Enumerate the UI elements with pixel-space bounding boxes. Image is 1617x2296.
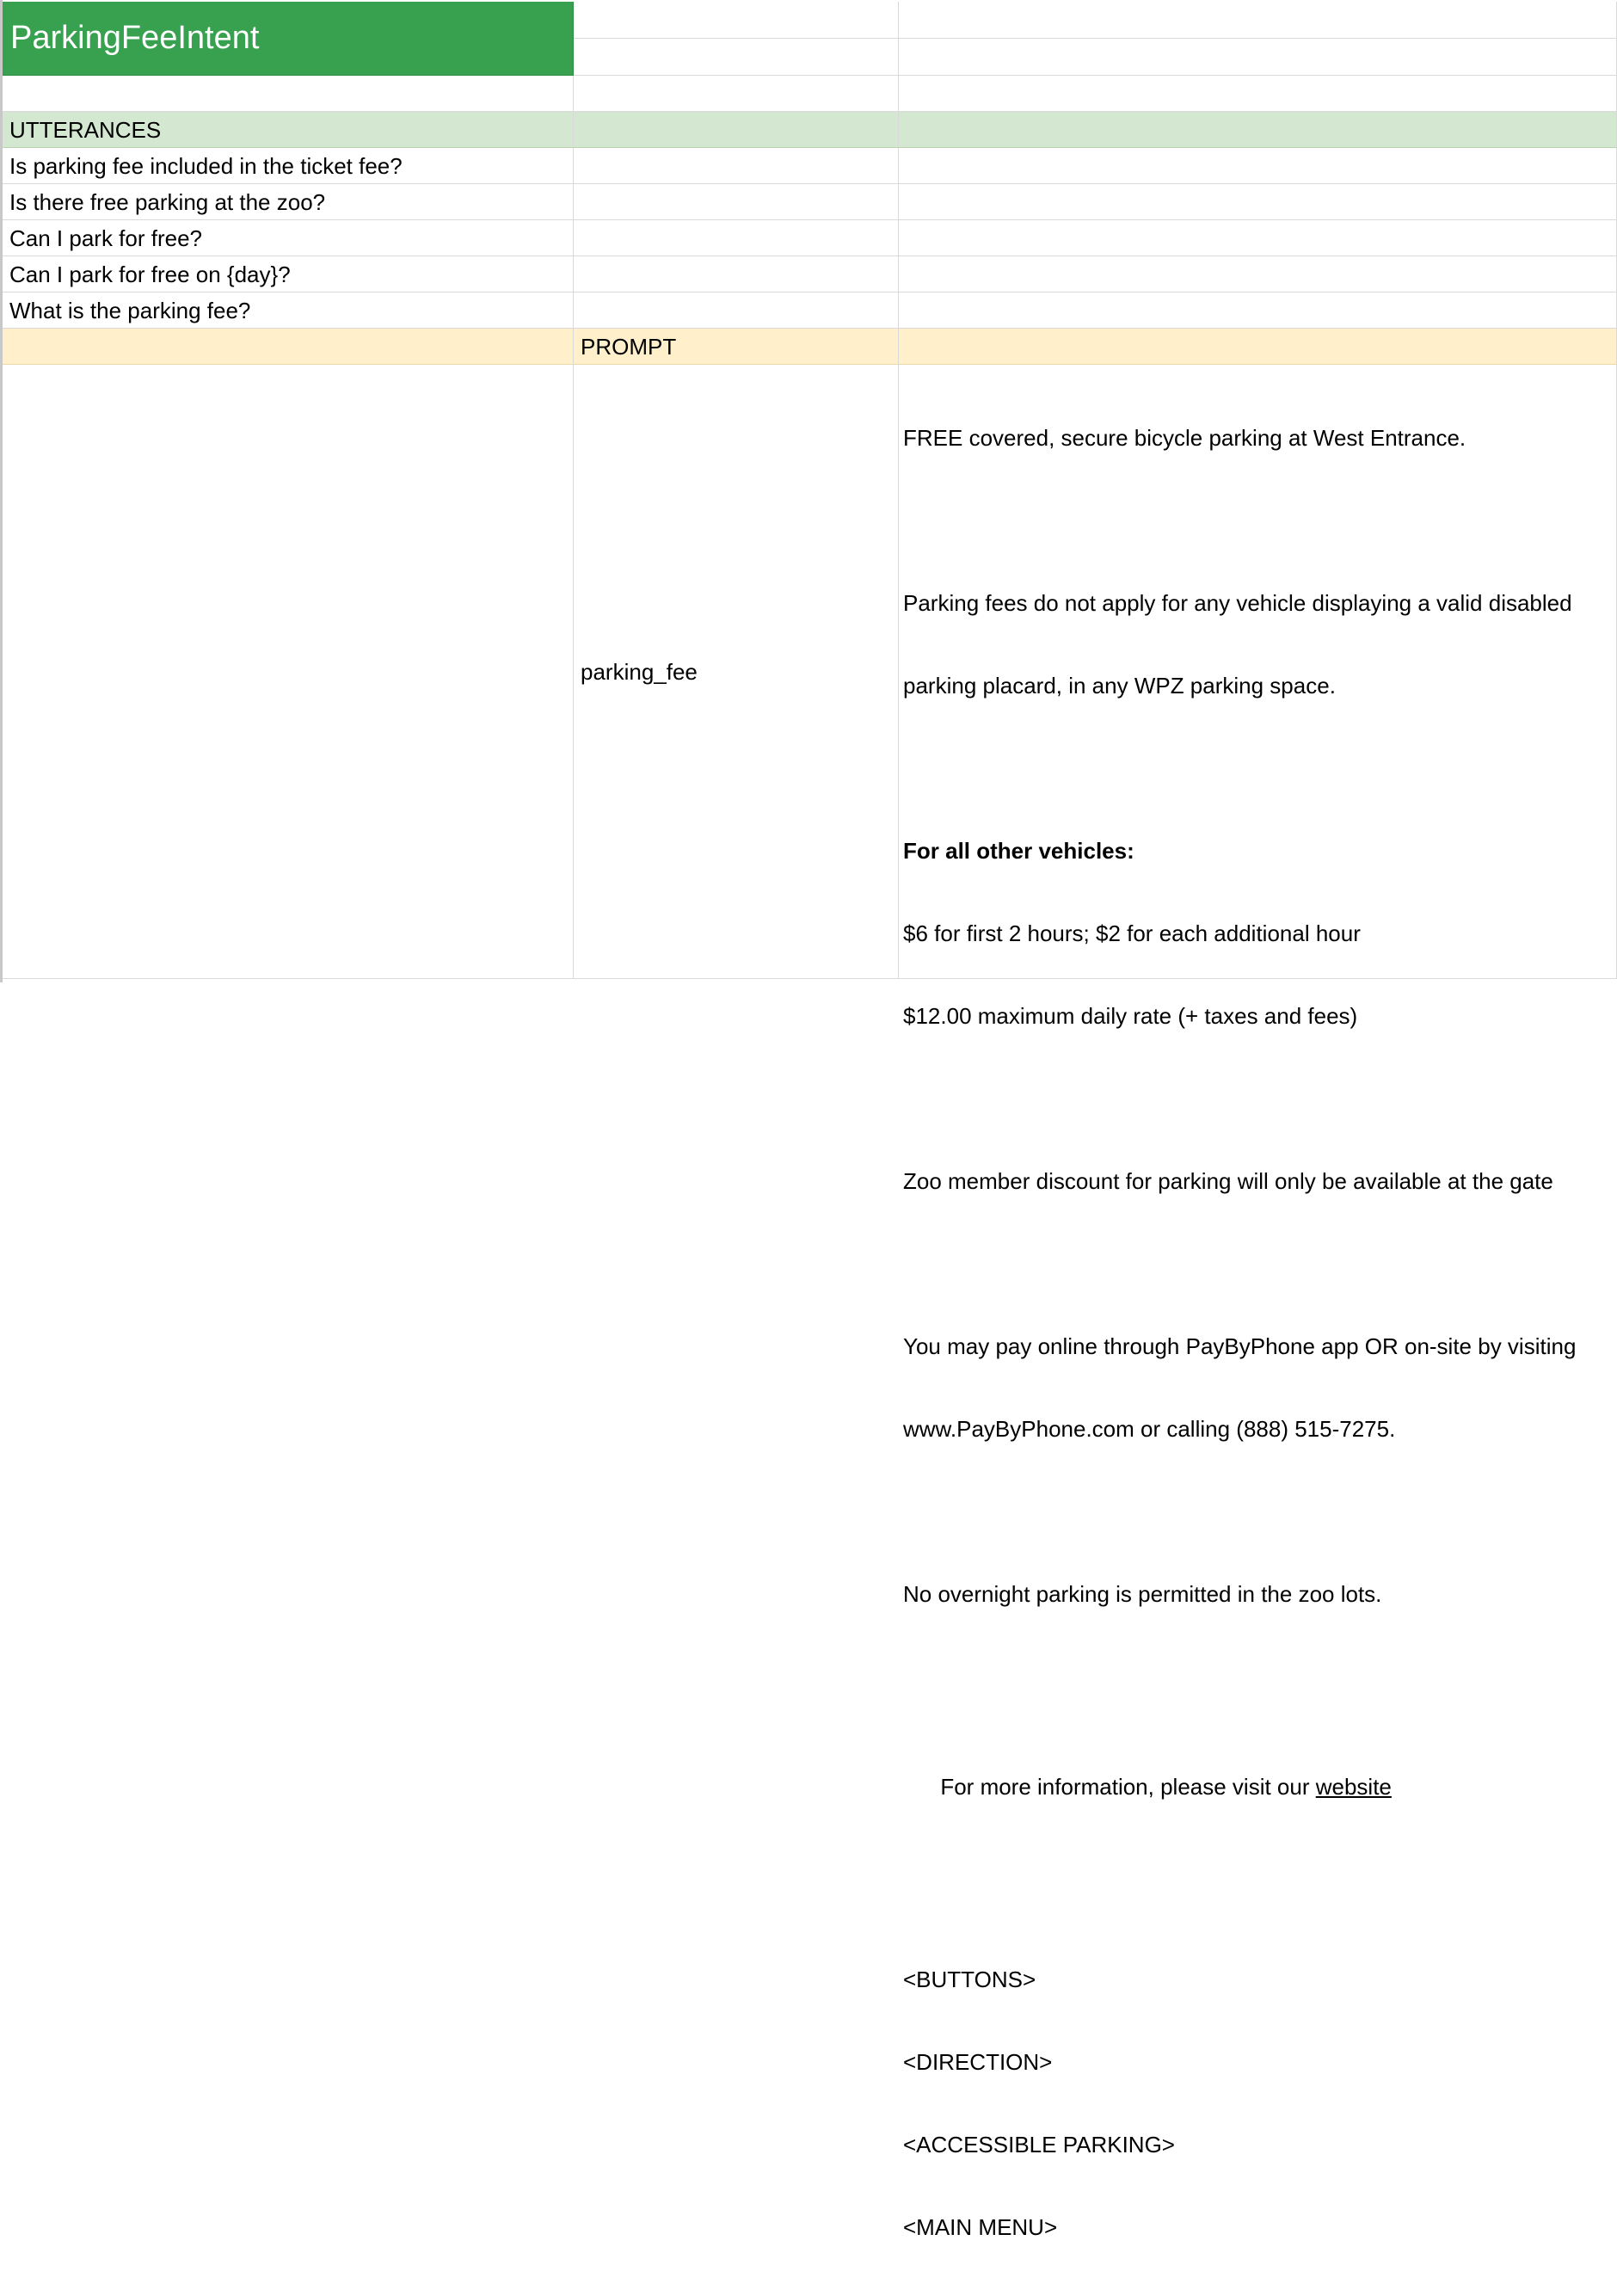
empty-cell[interactable] — [574, 148, 899, 184]
empty-cell[interactable] — [574, 184, 899, 220]
utterance-text: Is there free parking at the zoo? — [9, 188, 326, 215]
prompt-bold-line: For all other vehicles: — [903, 838, 1134, 864]
empty-cell[interactable] — [899, 76, 1617, 112]
prompt-name: parking_fee — [581, 658, 698, 685]
prompt-button-line: <ACCESSIBLE PARKING> — [903, 2132, 1175, 2158]
empty-cell[interactable] — [899, 292, 1617, 329]
prompt-button-line: <MAIN MENU> — [903, 2214, 1058, 2240]
empty-cell[interactable] — [574, 256, 899, 292]
prompt-line: You may pay online through PayByPhone app OR on-site by visiting — [903, 1333, 1577, 1359]
utterance-text: Is parking fee included in the ticket fee? — [9, 152, 403, 179]
prompt-line: Parking fees do not apply for any vehicle displaying a valid disabled — [903, 590, 1572, 616]
empty-cell[interactable] — [574, 2, 899, 39]
empty-cell[interactable] — [574, 292, 899, 329]
empty-cell[interactable] — [899, 2, 1617, 39]
empty-cell[interactable] — [899, 39, 1617, 76]
prompt-content — [903, 369, 1608, 2296]
utterance-text: Can I park for free on {day}? — [9, 261, 291, 287]
utterance-cell[interactable] — [3, 292, 574, 329]
empty-cell[interactable] — [574, 76, 899, 112]
empty-cell[interactable] — [3, 365, 574, 979]
empty-cell[interactable] — [899, 148, 1617, 184]
utterance-text: Can I park for free? — [9, 225, 202, 251]
utterances-header-cell[interactable] — [3, 112, 574, 148]
prompt-line: No overnight parking is permitted in the zoo lots. — [903, 1581, 1382, 1607]
sheet-title: ParkingFeeIntent — [10, 20, 260, 56]
empty-cell[interactable] — [574, 220, 899, 256]
empty-cell[interactable] — [574, 39, 899, 76]
prompt-button-line: <BUTTONS> — [903, 1967, 1036, 1992]
prompt-info-prefix: For more information, please visit our — [940, 1774, 1316, 1800]
prompt-line: Zoo member discount for parking will only be available at the gate — [903, 1168, 1553, 1194]
prompt-header-cell[interactable] — [574, 329, 899, 365]
prompt-header: PROMPT — [581, 333, 677, 360]
empty-cell[interactable] — [3, 76, 574, 112]
sheet-title-cell[interactable] — [3, 2, 574, 76]
header-green-cell[interactable] — [899, 112, 1617, 148]
prompt-line: $12.00 maximum daily rate (+ taxes and fees) — [903, 1003, 1358, 1029]
header-yellow-cell[interactable] — [899, 329, 1617, 365]
prompt-button-line: <DIRECTION> — [903, 2049, 1053, 2075]
utterance-text: What is the parking fee? — [9, 297, 251, 323]
utterance-cell[interactable] — [3, 220, 574, 256]
utterances-header: UTTERANCES — [9, 116, 162, 143]
prompt-info-line — [903, 1745, 1608, 1828]
utterance-cell[interactable] — [3, 148, 574, 184]
empty-cell[interactable] — [899, 184, 1617, 220]
prompt-line: www.PayByPhone.com or calling (888) 515-7275. — [903, 1416, 1396, 1442]
empty-cell[interactable] — [899, 220, 1617, 256]
prompt-line: FREE covered, secure bicycle parking at West Entrance. — [903, 425, 1466, 451]
empty-cell[interactable] — [899, 256, 1617, 292]
header-green-cell[interactable] — [574, 112, 899, 148]
prompt-line: parking placard, in any WPZ parking space. — [903, 673, 1336, 699]
utterance-cell[interactable] — [3, 256, 574, 292]
prompt-name-cell[interactable] — [574, 365, 899, 979]
prompt-line: $6 for first 2 hours; $2 for each additional hour — [903, 920, 1361, 946]
website-link[interactable]: website — [1315, 1774, 1392, 1800]
header-yellow-cell[interactable] — [3, 329, 574, 365]
utterance-cell[interactable] — [3, 184, 574, 220]
